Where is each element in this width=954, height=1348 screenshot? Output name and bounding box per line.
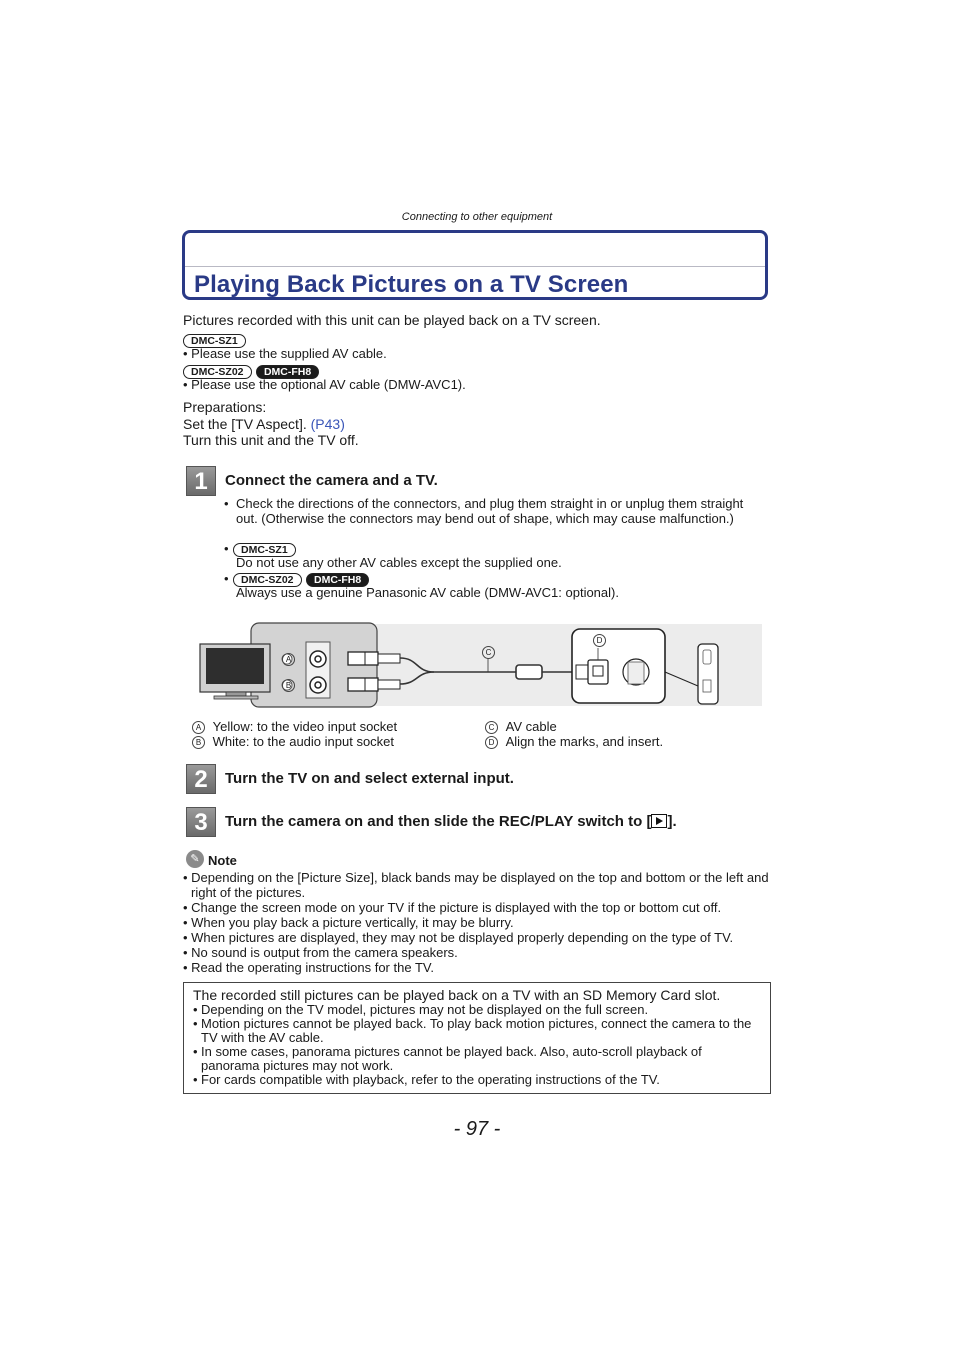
sd-card-info-box bbox=[183, 982, 771, 1094]
preparations-heading: Preparations: bbox=[183, 399, 267, 415]
step-3-title-suffix: ]. bbox=[667, 813, 677, 830]
info-box-item-text: For cards compatible with playback, refer to the operating instructions of the TV. bbox=[201, 1072, 660, 1087]
note-item: • No sound is output from the camera speakers. bbox=[183, 945, 458, 960]
step-3-title bbox=[225, 813, 677, 830]
info-box-item-text: In some cases, panorama pictures cannot be played back. Also, auto-scroll playback of panorama pictures may not work. bbox=[201, 1044, 702, 1073]
tv-icon bbox=[200, 644, 270, 699]
legend-letter: B bbox=[192, 736, 205, 749]
title-box bbox=[182, 230, 768, 300]
info-box-item bbox=[193, 1045, 761, 1073]
preparations-text: Set the [TV Aspect]. bbox=[183, 416, 311, 432]
intro-bullet-2: • Please use the optional AV cable (DMW-AVC1). bbox=[183, 377, 466, 392]
intro-bullet-1: • Please use the supplied AV cable. bbox=[183, 346, 387, 361]
info-box-item bbox=[193, 1073, 761, 1087]
info-box-item bbox=[193, 1003, 761, 1017]
note-item: • When you play back a picture vertically, it may be blurry. bbox=[183, 915, 514, 930]
note-icon: ✎ bbox=[186, 850, 204, 868]
play-icon bbox=[651, 814, 667, 828]
info-box-heading: The recorded still pictures can be played back on a TV with an SD Memory Card slot. bbox=[193, 987, 721, 1003]
note-item: • Depending on the [Picture Size], black bands may be displayed on the top and bottom or the left and right of the pictures. bbox=[183, 870, 769, 900]
bullet-dot: • bbox=[193, 1072, 198, 1087]
step-1-icon: 1 bbox=[186, 466, 216, 496]
bullet-dot: • bbox=[224, 496, 229, 511]
model-badge: DMC-SZ1 bbox=[183, 334, 246, 348]
step-1-bullet-text: Check the directions of the connectors, and plug them straight in or unplug them straight out. (Otherwise the connectors may bend out of shape, which may cause malfunction.) bbox=[236, 496, 744, 526]
legend-item-b bbox=[192, 734, 394, 749]
model-badge: DMC-SZ02 bbox=[233, 573, 302, 587]
note-item: • Read the operating instructions for the TV. bbox=[183, 960, 434, 975]
model-badge: DMC-SZ1 bbox=[233, 543, 296, 557]
preparations-line-2: Turn this unit and the TV off. bbox=[183, 432, 359, 448]
intro-text: Pictures recorded with this unit can be played back on a TV screen. bbox=[183, 312, 601, 328]
title-divider bbox=[185, 266, 765, 267]
info-box-item-text: Depending on the TV model, pictures may not be displayed on the full screen. bbox=[201, 1002, 649, 1017]
legend-text: Align the marks, and insert. bbox=[505, 734, 664, 749]
page-number: - 97 - bbox=[453, 1118, 501, 1140]
note-item: • When pictures are displayed, they may not be displayed properly depending on the type of TV. bbox=[183, 930, 734, 945]
step-3-icon: 3 bbox=[186, 807, 216, 837]
bullet-dot: • bbox=[224, 541, 229, 556]
model-badge-dark: DMC-FH8 bbox=[306, 573, 369, 587]
step-1-bullet bbox=[224, 496, 744, 526]
step-1-model-note-2-text: Always use a genuine Panasonic AV cable (DMW-AVC1: optional). bbox=[236, 585, 619, 600]
camera-connector-zoom bbox=[572, 629, 665, 703]
legend-item-c bbox=[485, 719, 557, 734]
camera-side-icon bbox=[698, 644, 718, 704]
legend-item-d bbox=[485, 734, 663, 749]
bullet-dot: • bbox=[193, 1044, 198, 1059]
legend-item-a bbox=[192, 719, 397, 734]
section-label: Connecting to other equipment bbox=[401, 211, 553, 223]
legend-letter: C bbox=[485, 721, 498, 734]
legend-letter: A bbox=[192, 721, 205, 734]
callout-c: C bbox=[482, 646, 495, 659]
note-list bbox=[183, 870, 773, 975]
step-3-title-text: Turn the camera on and then slide the REC/PLAY switch to [ bbox=[225, 813, 652, 830]
step-2-icon: 2 bbox=[186, 764, 216, 794]
legend-text: White: to the audio input socket bbox=[212, 734, 395, 749]
bullet-dot: • bbox=[224, 571, 229, 586]
step-1-model-note-1-text: Do not use any other AV cables except the supplied one. bbox=[236, 555, 562, 570]
legend-text: Yellow: to the video input socket bbox=[212, 719, 398, 734]
preparations-line-1 bbox=[183, 416, 345, 432]
callout-d: D bbox=[593, 634, 606, 647]
model-badge: DMC-SZ02 bbox=[183, 365, 252, 379]
page-link-p43[interactable]: (P43) bbox=[310, 416, 345, 432]
model-badge-dark: DMC-FH8 bbox=[256, 365, 319, 379]
page-title: Playing Back Pictures on a TV Screen bbox=[194, 271, 629, 298]
step-1-title: Connect the camera and a TV. bbox=[225, 472, 438, 489]
connection-illustration bbox=[198, 622, 762, 708]
callout-b: B bbox=[282, 679, 295, 692]
note-item: • Change the screen mode on your TV if the picture is displayed with the top or bottom cut off. bbox=[183, 900, 722, 915]
bullet-dot: • bbox=[193, 1016, 198, 1031]
connection-diagram bbox=[198, 622, 762, 708]
legend-letter: D bbox=[485, 736, 498, 749]
info-box-item-text: Motion pictures cannot be played back. To play back motion pictures, connect the camera to the TV with the AV cable. bbox=[201, 1016, 752, 1045]
callout-a: A bbox=[282, 653, 295, 666]
step-2-title: Turn the TV on and select external input. bbox=[225, 770, 514, 787]
info-box-list bbox=[193, 1003, 761, 1087]
bullet-dot: • bbox=[193, 1002, 198, 1017]
note-label: Note bbox=[208, 853, 237, 868]
legend-text: AV cable bbox=[505, 719, 557, 734]
info-box-item bbox=[193, 1017, 761, 1045]
